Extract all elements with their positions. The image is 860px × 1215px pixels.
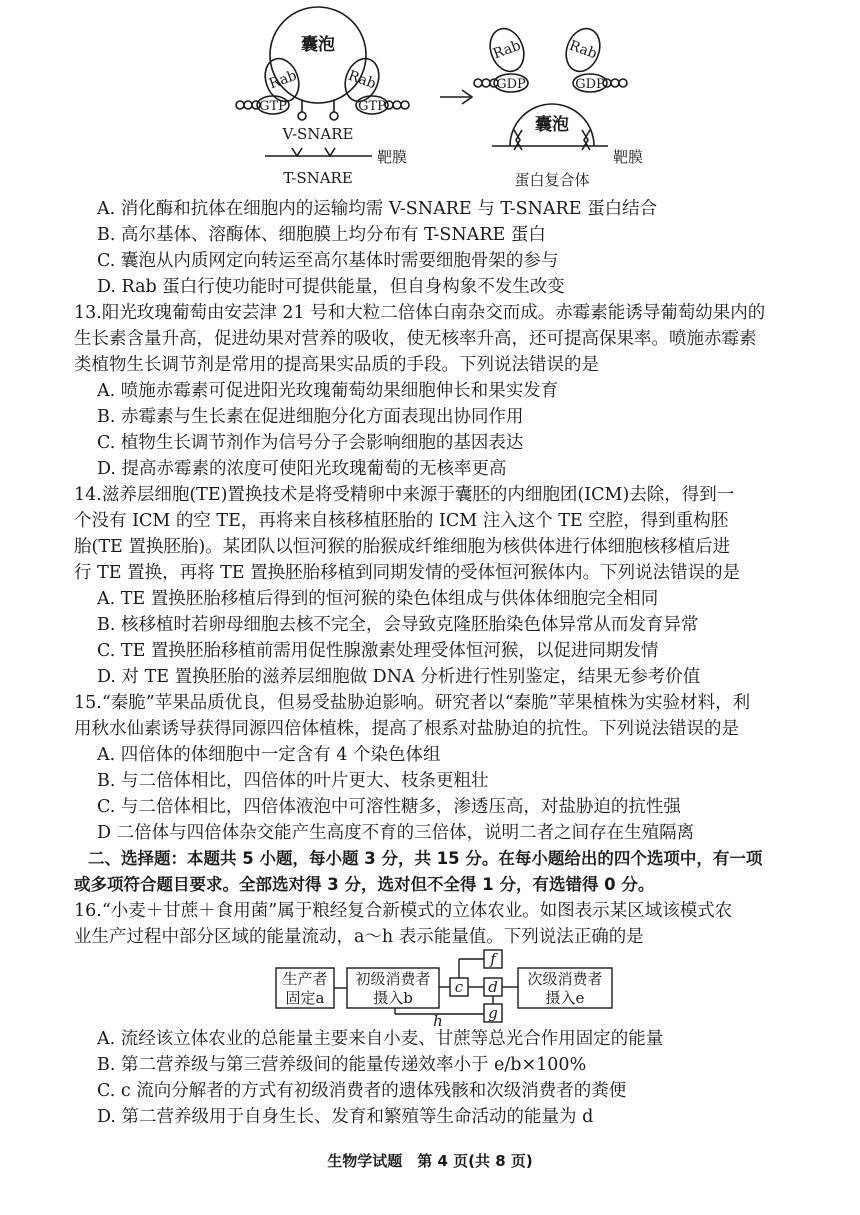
rab-label: Rab (491, 37, 523, 63)
vesicle-transport-diagram (0, 0, 860, 195)
target-membrane-label: 靶膜 (612, 148, 644, 166)
protein-complex-label: 蛋白复合体 (514, 171, 590, 189)
q14-option-b: B. 核移植时若卵母细胞去核不完全，会导致克隆胚胎染色体异常从而发育异常 (97, 615, 699, 635)
q16-stem-line: 业生产过程中部分区域的能量流动，a～h 表示能量值。下列说法正确的是 (74, 927, 644, 947)
q13-stem-line: 生长素含量升高，促进幼果对营养的吸收，使无核率升高，还可提高保果率。喷施赤霉素 (74, 329, 757, 349)
node-f: f (490, 950, 496, 968)
q12-option-d: D. Rab 蛋白行使功能时可提供能量，但自身构象不发生改变 (97, 277, 565, 297)
rab-label: Rab (267, 67, 299, 93)
q16-stem-line: 16.“小麦＋甘蔗＋食用菌”属于粮经复合新模式的立体农业。如图表示某区域该模式农 (74, 901, 733, 921)
q16-option-a: A. 流经该立体农业的总能量主要来自小麦、甘蔗等总光合作用固定的能量 (97, 1029, 664, 1049)
q12-option-a: A. 消化酶和抗体在细胞内的运输均需 V-SNARE 与 T-SNARE 蛋白结合 (97, 199, 658, 219)
energy-flow-diagram (0, 948, 860, 1028)
producer-label: 生产者 (282, 970, 328, 988)
t-snare-label: T-SNARE (283, 169, 353, 187)
q13-option-c: C. 植物生长调节剂作为信号分子会影响细胞的基因表达 (97, 433, 524, 453)
page-footer: 生物学试题 第 4 页(共 8 页) (327, 1152, 533, 1170)
q16-option-c: C. c 流向分解者的方式有初级消费者的遗体残骸和次级消费者的粪便 (97, 1081, 627, 1101)
section-heading: 或多项符合题目要求。全部选对得 3 分，选对但不全得 1 分，有选错得 0 分。 (74, 875, 655, 894)
q15-stem-line: 用秋水仙素诱导获得同源四倍体植株，提高了根系对盐胁迫的抗性。下列说法错误的是 (74, 719, 739, 739)
node-d: d (488, 978, 498, 996)
rab-label: Rab (346, 67, 378, 93)
node-c: c (454, 978, 464, 996)
q12-option-b: B. 高尔基体、溶酶体、细胞膜上均分布有 T-SNARE 蛋白 (97, 225, 546, 245)
q13-option-d: D. 提高赤霉素的浓度可使阳光玫瑰葡萄的无核率更高 (97, 459, 507, 479)
q15-option-c: C. 与二倍体相比，四倍体液泡中可溶性糖多，渗透压高，对盐胁迫的抗性强 (97, 797, 681, 817)
q13-option-a: A. 喷施赤霉素可促进阳光玫瑰葡萄幼果细胞伸长和果实发育 (97, 381, 559, 401)
q14-stem-line: 行 TE 置换，再将 TE 置换胚胎移植到同期发情的受体恒河猴体内。下列说法错误的是 (74, 563, 741, 583)
q14-option-c: C. TE 置换胚胎移植前需用促性腺激素处理受体恒河猴，以促进同期发情 (97, 641, 659, 661)
rab-label: Rab (567, 37, 599, 63)
q15-option-b: B. 与二倍体相比，四倍体的叶片更大、枝条更粗壮 (97, 771, 489, 791)
q13-option-b: B. 赤霉素与生长素在促进细胞分化方面表现出协同作用 (97, 407, 524, 427)
section-heading: 二、选择题：本题共 5 小题，每小题 3 分，共 15 分。在每小题给出的四个选项中，有一项 (88, 849, 763, 868)
producer-label: 固定a (285, 989, 325, 1007)
vesicle-label-left: 囊泡 (301, 35, 335, 55)
primary-consumer-label: 初级消费者 (355, 970, 431, 988)
secondary-consumer-label: 摄入e (545, 989, 585, 1007)
q14-stem-line: 个没有 ICM 的空 TE，再将来自核移植胚胎的 ICM 注入这个 TE 空腔，得到重构胚 (74, 511, 729, 531)
target-membrane-label: 靶膜 (376, 148, 408, 166)
q16-option-b: B. 第二营养级与第三营养级间的能量传递效率小于 e/b×100% (97, 1055, 587, 1075)
q14-option-a: A. TE 置换胚胎移植后得到的恒河猴的染色体组成与供体体细胞完全相同 (97, 589, 659, 609)
primary-consumer-label: 摄入b (373, 989, 413, 1007)
vesicle-label-right: 囊泡 (535, 115, 569, 135)
q14-option-d: D. 对 TE 置换胚胎的滋养层细胞做 DNA 分析进行性别鉴定，结果无参考价值 (97, 667, 701, 687)
node-g: g (488, 1004, 498, 1022)
secondary-consumer-label: 次级消费者 (527, 970, 603, 988)
q13-stem-line: 类植物生长调节剂是常用的提高果实品质的手段。下列说法错误的是 (74, 355, 599, 375)
q12-option-c: C. 囊泡从内质网定向转运至高尔基体时需要细胞骨架的参与 (97, 251, 559, 271)
q13-stem-line: 13.阳光玫瑰葡萄由安芸津 21 号和大粒二倍体白南杂交而成。赤霉素能诱导葡萄幼果内的 (74, 303, 766, 323)
q15-stem-line: 15.“秦脆”苹果品质优良，但易受盐胁迫影响。研究者以“秦脆”苹果植株为实验材料，利 (74, 693, 751, 713)
gdp-label: GDP (496, 77, 526, 92)
q15-option-d: D 二倍体与四倍体杂交能产生高度不育的三倍体，说明二者之间存在生殖隔离 (97, 823, 695, 843)
gtp-label: GTP (358, 99, 386, 114)
q15-option-a: A. 四倍体的体细胞中一定含有 4 个染色体组 (97, 745, 441, 765)
q14-stem-line: 14.滋养层细胞(TE)置换技术是将受精卵中来源于囊胚的内细胞团(ICM)去除，得到一 (74, 485, 735, 505)
node-h: h (433, 1012, 443, 1028)
v-snare-label: V-SNARE (282, 125, 354, 143)
q16-option-d: D. 第二营养级用于自身生长、发育和繁殖等生命活动的能量为 d (97, 1107, 594, 1127)
q14-stem-line: 胎(TE 置换胚胎)。某团队以恒河猴的胎猴成纤维细胞为核供体进行体细胞核移植后进 (74, 537, 731, 557)
gtp-label: GTP (259, 99, 287, 114)
gdp-label: GDP (575, 77, 605, 92)
